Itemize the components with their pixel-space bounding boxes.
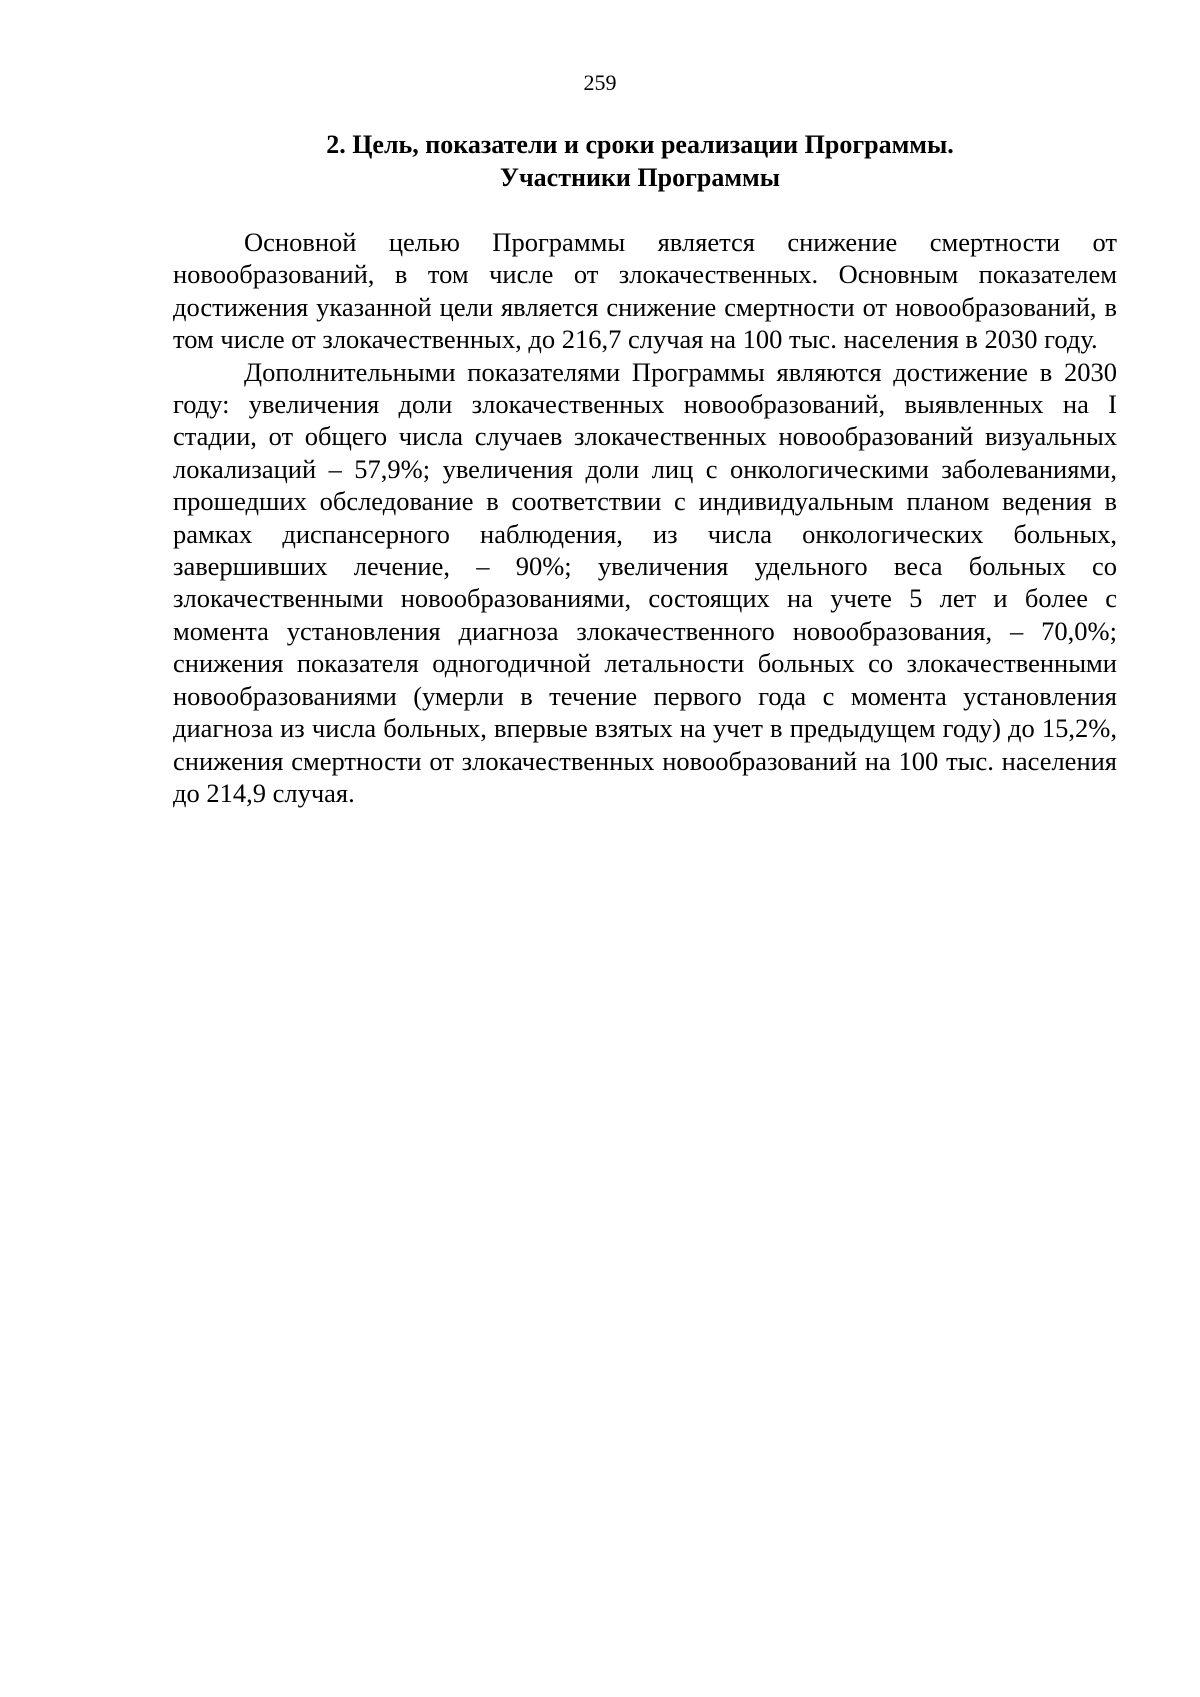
page-number: 259 <box>583 70 617 95</box>
section-heading-line-1: 2. Цель, показатели и сроки реализации Программы. <box>326 130 954 159</box>
body-text <box>173 226 1117 809</box>
section-heading <box>170 128 1110 194</box>
paragraph-additional-indicators: Дополнительными показателями Программы являются достижение в 2030 году: увеличения доли злокачественных новообразований, выявленных на I стадии, от общего числа случаев злокачественных новообразований визуальных локализаций – 57,9%; увеличения доли лиц с онкологическими заболеваниями, прошедших обследование в соответствии с индивидуальным планом ведения в рамках диспансерного наблюдения, из числа онкологических больных, завершивших лечение, – 90%; увеличения удельного веса больных со злокачественными новообразованиями, состоящих на учете 5 лет и более с момента установления диагноза злокачественного новообразования, – 70,0%; снижения показателя одногодичной летальности больных со злокачественными новообразованиями (умерли в течение первого года с момента установления диагноза из числа больных, впервые взятых на учет в предыдущем году) до 15,2%, снижения смертности от злокачественных новообразований на 100 тыс. населения до 214,9 случая. <box>173 356 1117 808</box>
paragraph-goal: Основной целью Программы является снижение смертности от новообразований, в том числе от злокачественных. Основным показателем достижения указанной цели является снижение смертности от новообразований, в том числе от злокачественных, до 216,7 случая на 100 тыс. населения в 2030 году. <box>173 227 1117 355</box>
section-heading-line-2: Участники Программы <box>499 163 781 192</box>
